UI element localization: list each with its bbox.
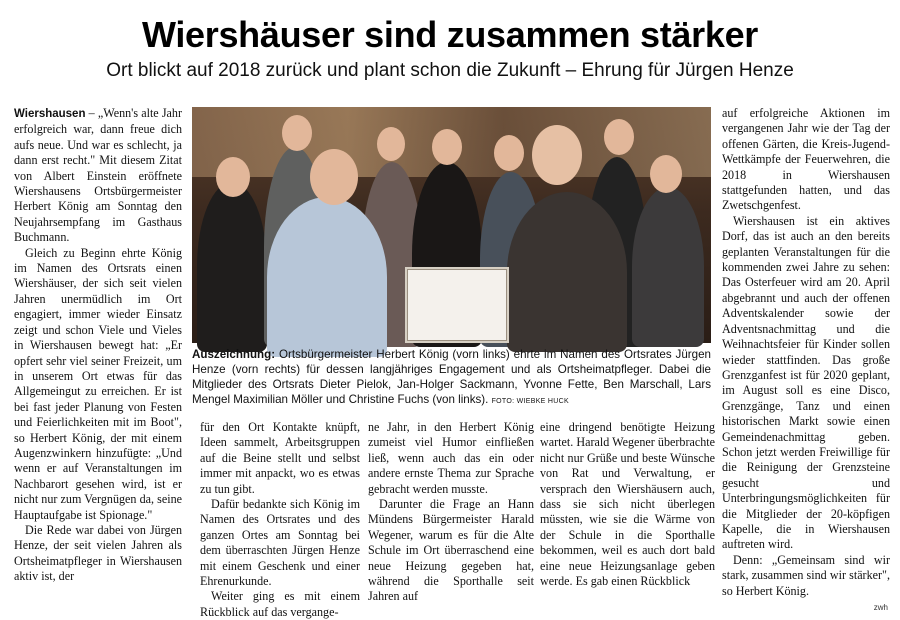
certificate-image (405, 267, 509, 343)
paragraph: Gleich zu Beginn ehrte König im Namen des Ortsrats einen Wiershäuser, der sich seit vielen Jahren unermüdlich im Ort engagiert, immer wieder Einsatz zeigt und schon Viele und Vieles in Wiershausen bewegt hat: „Er opfert sehr viel seiner Freizeit, um in unserem Ort etwas für das Allgemeingut zu erreichen. Er ist bei fast jeder Planung von Festen und Feierlichkeiten mit im Boot", so Herbert König, der mit einem Augenzwinkern hinzufügte: „Und wenn er auf Veranstaltungen im Nachbarort gesehen wird, ist er nicht nur zum Vergnügen da, seine Hauptaufgabe ist Spionage." (14, 245, 182, 522)
paragraph: Denn: „Gemeinsam sind wir stark, zusammen sind wir stärker", so Herbert König. (722, 552, 890, 598)
subheadline: Ort blickt auf 2018 zurück und plant schon die Zukunft – Ehrung für Jürgen Henze (106, 60, 794, 81)
article-column-2 (200, 420, 360, 619)
article-photo (192, 107, 711, 343)
paragraph: Darunter die Frage an Hann Mündens Bürgermeister Harald Wegener, warum es für die Alte Schule im Ort überraschend eine neue Heizung gegeben hat, während die Sporthalle seit Jahren auf (368, 497, 534, 604)
caption-lead: Auszeichnung: (192, 348, 276, 361)
paragraph: ne Jahr, in den Herbert König zumeist viel Humor einfließen ließ, wenn auch das ein oder andere ernste Thema zur Sprache gebracht werden musste. (368, 420, 534, 496)
paragraph: Wiershausen ist ein aktives Dorf, das ist auch an den bereits geplanten Veranstaltungen für die kommenden zwei Jahre zu sehen: Das Osterfeuer wird am 20. April abgebrannt und auch der offenen Adventskalender sowie der Adventsnachmittag und die Weihnachtsfeier für Kinder sollen wieder stattfinden. Das große Grenzganfest ist für 2020 geplant, im August soll es eine Disco, Grenzgänge, Tanz und einen historischen Markt sowie einen Gemeindenachmittag geben. Schon jetzt werden Freiwillige für die Reinigung der Grenzsteine gesucht und Unterbringungsmöglichkeiten für die Mitglieder der 20-köpfigen Kapelle, die in Wiershausen auftreten wird. (722, 213, 890, 552)
photo-credit: FOTO: WIEBKE HUCK (491, 398, 569, 405)
article-column-4 (540, 420, 715, 610)
photo-caption (192, 347, 711, 409)
paragraph: für den Ort Kontakte knüpft, Ideen sammelt, Arbeitsgruppen auf die Beine stellt und selbst immer mit anpackt, wo es etwas zu tun gibt. (200, 420, 360, 496)
caption-text: Ortsbürgermeister Herbert König (vorn links) ehrte im Namen des Ortsrates Jürgen Henze (vorn rechts) für dessen langjähriges Engagement und als Ortsheimatpfleger. Dabei die Mitglieder des Ortsrats Dieter Pielok, Jan-Holger Sackmann, Yvonne Fette, Ben Marschall, Lars Mengel Maximilian Möller und Christine Fuchs (von links). (192, 348, 711, 406)
paragraph: Weiter ging es mit einem Rückblick auf das vergange- (200, 589, 360, 619)
article-column-3 (368, 420, 534, 610)
paragraph: eine dringend benötigte Heizung wartet. Harald Wegener überbrachte nicht nur Grüße und beste Wünsche von Rat und Verwaltung, er versprach den Wiershäusern auch, dass sie sich nicht überlegen müssten, wie sie die Wärme von der Schule in die Sporthalle bekommen, weil es auch dort bald eine neue Heizungsanlage geben werde. Es gab einen Rückblick (540, 420, 715, 589)
author-signature: zwh (873, 603, 888, 612)
paragraph: auf erfolgreiche Aktionen im vergangenen Jahr wie der Tag der offenen Gärten, die Kreis-Jugend-Wettkämpfe der Feuerwehren, die 2018 in Wiershausen stattgefunden hatten, und das Zwetschgenfest. (722, 106, 890, 213)
headline: Wiershäuser sind zusammen stärker (141, 14, 759, 55)
article-column-5 (722, 106, 890, 606)
paragraph: Wiershausen – „Wenn's alte Jahr erfolgreich war, dann freue dich aufs neue. Und war es schlecht, ja dann erst recht." Mit diesem Zitat von Albert Einstein eröffnete Wiershausens Ortsbürgermeister Herbert König am Sonntag den Neujahrsempfang im Gasthaus Buchmann. (14, 106, 182, 245)
dateline: Wiershausen (14, 108, 86, 120)
article-column-1 (14, 106, 182, 612)
paragraph: Dafür bedankte sich König im Namen des Ortsrates und des ganzen Ortes am Sonntag bei dem überraschten Jürgen Henze mit einem Geschenk und einer Ehrenurkunde. (200, 497, 360, 589)
paragraph: Die Rede war dabei von Jürgen Henze, der seit vielen Jahren als Ortsheimatpfleger in Wiershausen aktiv ist, der (14, 522, 182, 584)
